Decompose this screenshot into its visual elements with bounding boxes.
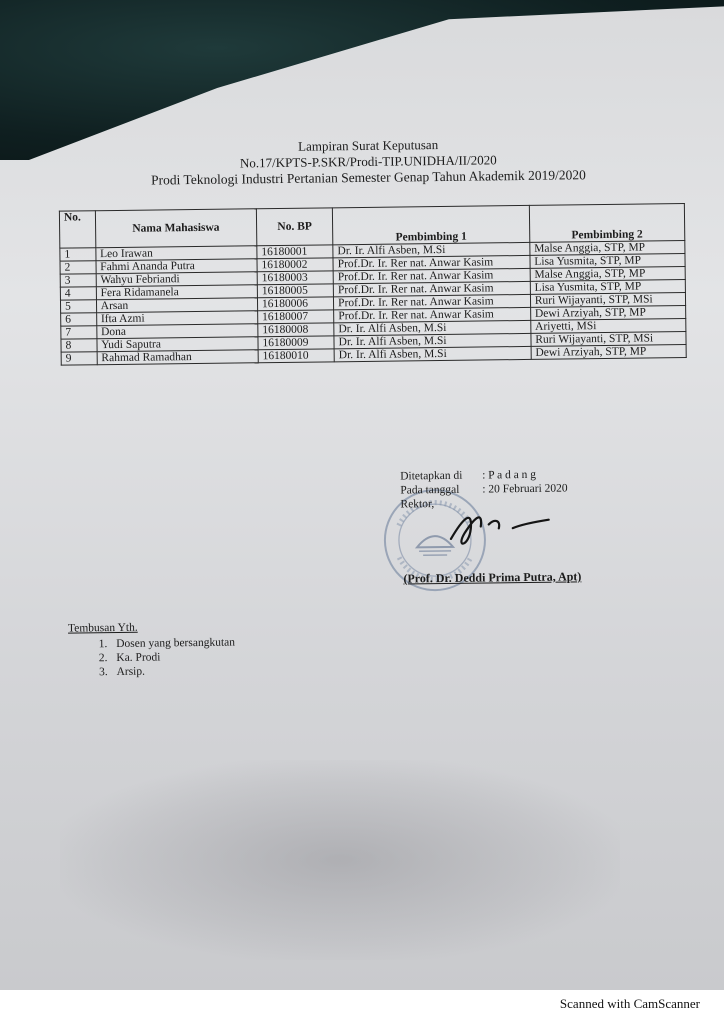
rector-title: Rektor, — [400, 498, 435, 511]
copies-item: 1. Dosen yang bersangkutan — [110, 636, 235, 652]
cell-pembimbing-2: Dewi Arziyah, STP, MP — [531, 345, 686, 360]
cell-bp: 16180005 — [257, 284, 333, 298]
copies-list — [68, 636, 235, 680]
cell-no: 3 — [60, 274, 96, 287]
cell-nama: Arsan — [96, 298, 257, 313]
date-label: Pada tanggal — [400, 483, 460, 497]
cell-no: 7 — [61, 326, 97, 339]
cell-bp: 16180010 — [258, 349, 334, 363]
date-value: : 20 Februari 2020 — [482, 482, 568, 496]
col-nama: Nama Mahasiswa — [95, 209, 257, 248]
cell-pembimbing-1: Prof.Dr. Ir. Rer nat. Anwar Kasim — [333, 255, 530, 270]
cell-pembimbing-2: Ruri Wijayanti, STP, MSi — [530, 293, 685, 308]
cell-bp: 16180003 — [257, 271, 333, 285]
cell-nama: Dona — [96, 324, 257, 339]
col-no: No. — [59, 211, 95, 248]
cell-bp: 16180009 — [258, 336, 334, 350]
cell-no: 8 — [61, 339, 97, 352]
cell-pembimbing-1: Prof.Dr. Ir. Rer nat. Anwar Kasim — [333, 268, 530, 283]
cell-nama: Fahmi Ananda Putra — [96, 259, 257, 274]
students-table — [59, 203, 687, 366]
place-value: : P a d a n g — [482, 468, 537, 482]
col-pembimbing-1: Pembimbing 1 — [332, 205, 529, 244]
copies-title: Tembusan Yth. — [67, 621, 138, 635]
cell-nama: Rahmad Ramadhan — [97, 350, 258, 365]
place-label: Ditetapkan di — [400, 469, 463, 483]
heading-attachment: Lampiran Surat Keputusan — [297, 137, 439, 154]
rector-name: (Prof. Dr. Deddi Prima Putra, Apt) — [403, 569, 582, 586]
cell-pembimbing-1: Prof.Dr. Ir. Rer nat. Anwar Kasim — [333, 281, 530, 296]
cell-pembimbing-1: Prof.Dr. Ir. Rer nat. Anwar Kasim — [334, 307, 531, 322]
cell-pembimbing-1: Dr. Ir. Alfi Asben, M.Si — [333, 242, 530, 257]
cell-no: 4 — [60, 287, 96, 300]
camscanner-watermark: Scanned with CamScanner — [559, 996, 700, 1011]
cell-pembimbing-2: Malse Anggia, STP, MP — [530, 241, 685, 256]
cell-no: 2 — [60, 261, 96, 274]
cell-bp: 16180002 — [257, 258, 333, 272]
cell-pembimbing-2: Dewi Arziyah, STP, MP — [530, 306, 685, 321]
cell-pembimbing-1: Prof.Dr. Ir. Rer nat. Anwar Kasim — [334, 294, 531, 309]
table-body — [60, 241, 686, 366]
cell-no: 6 — [61, 313, 97, 326]
cell-nama: Wahyu Febriandi — [96, 272, 257, 287]
copies-item: 3. Arsip. — [110, 664, 235, 680]
cell-bp: 16180007 — [258, 310, 334, 324]
cell-no: 1 — [60, 248, 96, 261]
cell-bp: 16180006 — [257, 297, 333, 311]
cell-pembimbing-1: Dr. Ir. Alfi Asben, M.Si — [334, 333, 531, 348]
copies-section — [68, 620, 236, 680]
cell-pembimbing-1: Dr. Ir. Alfi Asben, M.Si — [334, 346, 531, 361]
cell-pembimbing-2: Lisa Yusmita, STP, MP — [530, 254, 685, 269]
col-pembimbing-2: Pembimbing 2 — [529, 204, 685, 243]
handwritten-signature — [442, 498, 563, 559]
cell-pembimbing-2: Ruri Wijayanti, STP, MSi — [531, 332, 686, 347]
cell-pembimbing-1: Dr. Ir. Alfi Asben, M.Si — [334, 320, 531, 335]
cell-pembimbing-2: Malse Anggia, STP, MP — [530, 267, 685, 282]
cell-no: 9 — [61, 352, 97, 365]
cell-bp: 16180001 — [257, 245, 333, 259]
cell-bp: 16180008 — [258, 323, 334, 337]
cell-pembimbing-2: Ariyetti, MSi — [531, 319, 686, 334]
cell-pembimbing-2: Lisa Yusmita, STP, MP — [530, 280, 685, 295]
cell-no: 5 — [60, 300, 96, 313]
col-bp: No. BP — [256, 208, 333, 246]
cell-nama: Yudi Saputra — [97, 337, 258, 352]
heading-decree-number: No.17/KPTS-P.SKR/Prodi-TIP.UNIDHA/II/2020 — [239, 152, 497, 171]
cell-nama: Fera Ridamanela — [96, 285, 257, 300]
copies-item: 2. Ka. Prodi — [110, 650, 235, 666]
cell-nama: Ifta Azmi — [96, 311, 257, 326]
cell-nama: Leo Irawan — [96, 246, 257, 261]
heading-program: Prodi Teknologi Industri Pertanian Semester Genap Tahun Akademik 2019/2020 — [151, 167, 586, 188]
